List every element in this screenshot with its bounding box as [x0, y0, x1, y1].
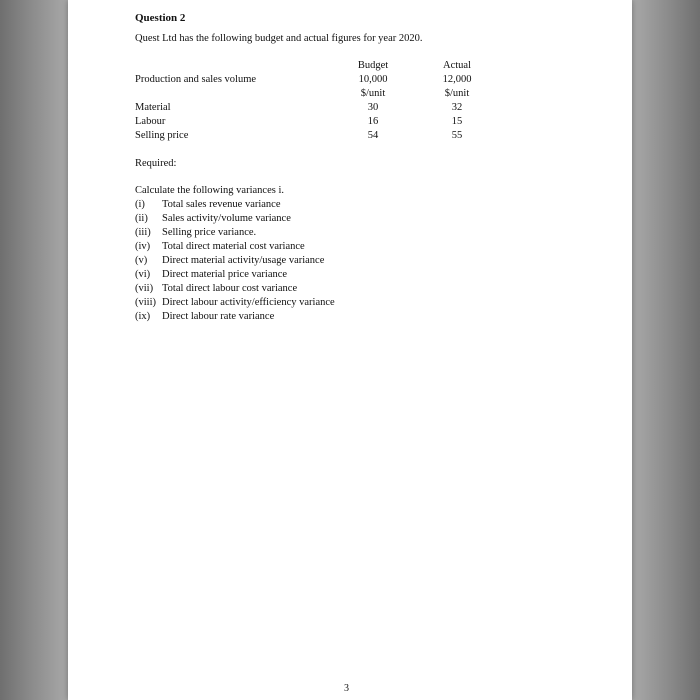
question-heading: Question 2	[135, 12, 186, 24]
item-text: Sales activity/volume variance	[162, 213, 291, 224]
row-label-material: Material	[135, 102, 171, 113]
row-budget-material: 30	[367, 102, 379, 113]
calculate-intro: Calculate the following variances i.	[135, 185, 284, 196]
actual-header: Actual	[443, 60, 471, 71]
item-text: Total direct labour cost variance	[162, 283, 298, 294]
row-actual-material: 32	[451, 102, 463, 113]
item-number: (v)	[135, 255, 148, 266]
item-number: (i)	[135, 199, 145, 210]
document-page[interactable]	[68, 0, 632, 700]
row-budget-selling-price: 54	[367, 130, 379, 141]
row-label-labour: Labour	[135, 116, 166, 127]
item-number: (ii)	[135, 213, 148, 224]
row-label-selling-price: Selling price	[135, 130, 189, 141]
item-number: (ix)	[135, 311, 151, 322]
item-text: Direct labour activity/efficiency variance	[162, 297, 335, 308]
item-number: (iii)	[135, 227, 151, 238]
item-text: Total direct material cost variance	[162, 241, 305, 252]
item-text: Selling price variance.	[162, 227, 257, 238]
item-number: (iv)	[135, 241, 151, 252]
item-text: Total sales revenue variance	[162, 199, 281, 210]
unit-budget: $/unit	[360, 88, 386, 99]
row-actual-labour: 15	[451, 116, 463, 127]
volume-budget: 10,000	[358, 74, 388, 85]
page-number: 3	[344, 683, 349, 694]
volume-actual: 12,000	[442, 74, 472, 85]
item-number: (vii)	[135, 283, 154, 294]
item-text: Direct material activity/usage variance	[162, 255, 325, 266]
item-text: Direct labour rate variance	[162, 311, 275, 322]
volume-label: Production and sales volume	[135, 74, 257, 85]
intro-text: Quest Ltd has the following budget and actual figures for year 2020.	[135, 33, 423, 44]
item-number: (viii)	[135, 297, 156, 308]
required-label: Required:	[135, 158, 177, 169]
budget-header: Budget	[357, 60, 389, 71]
item-text: Direct material price variance	[162, 269, 288, 280]
row-budget-labour: 16	[367, 116, 379, 127]
unit-actual: $/unit	[444, 88, 470, 99]
item-number: (vi)	[135, 269, 151, 280]
row-actual-selling-price: 55	[451, 130, 463, 141]
